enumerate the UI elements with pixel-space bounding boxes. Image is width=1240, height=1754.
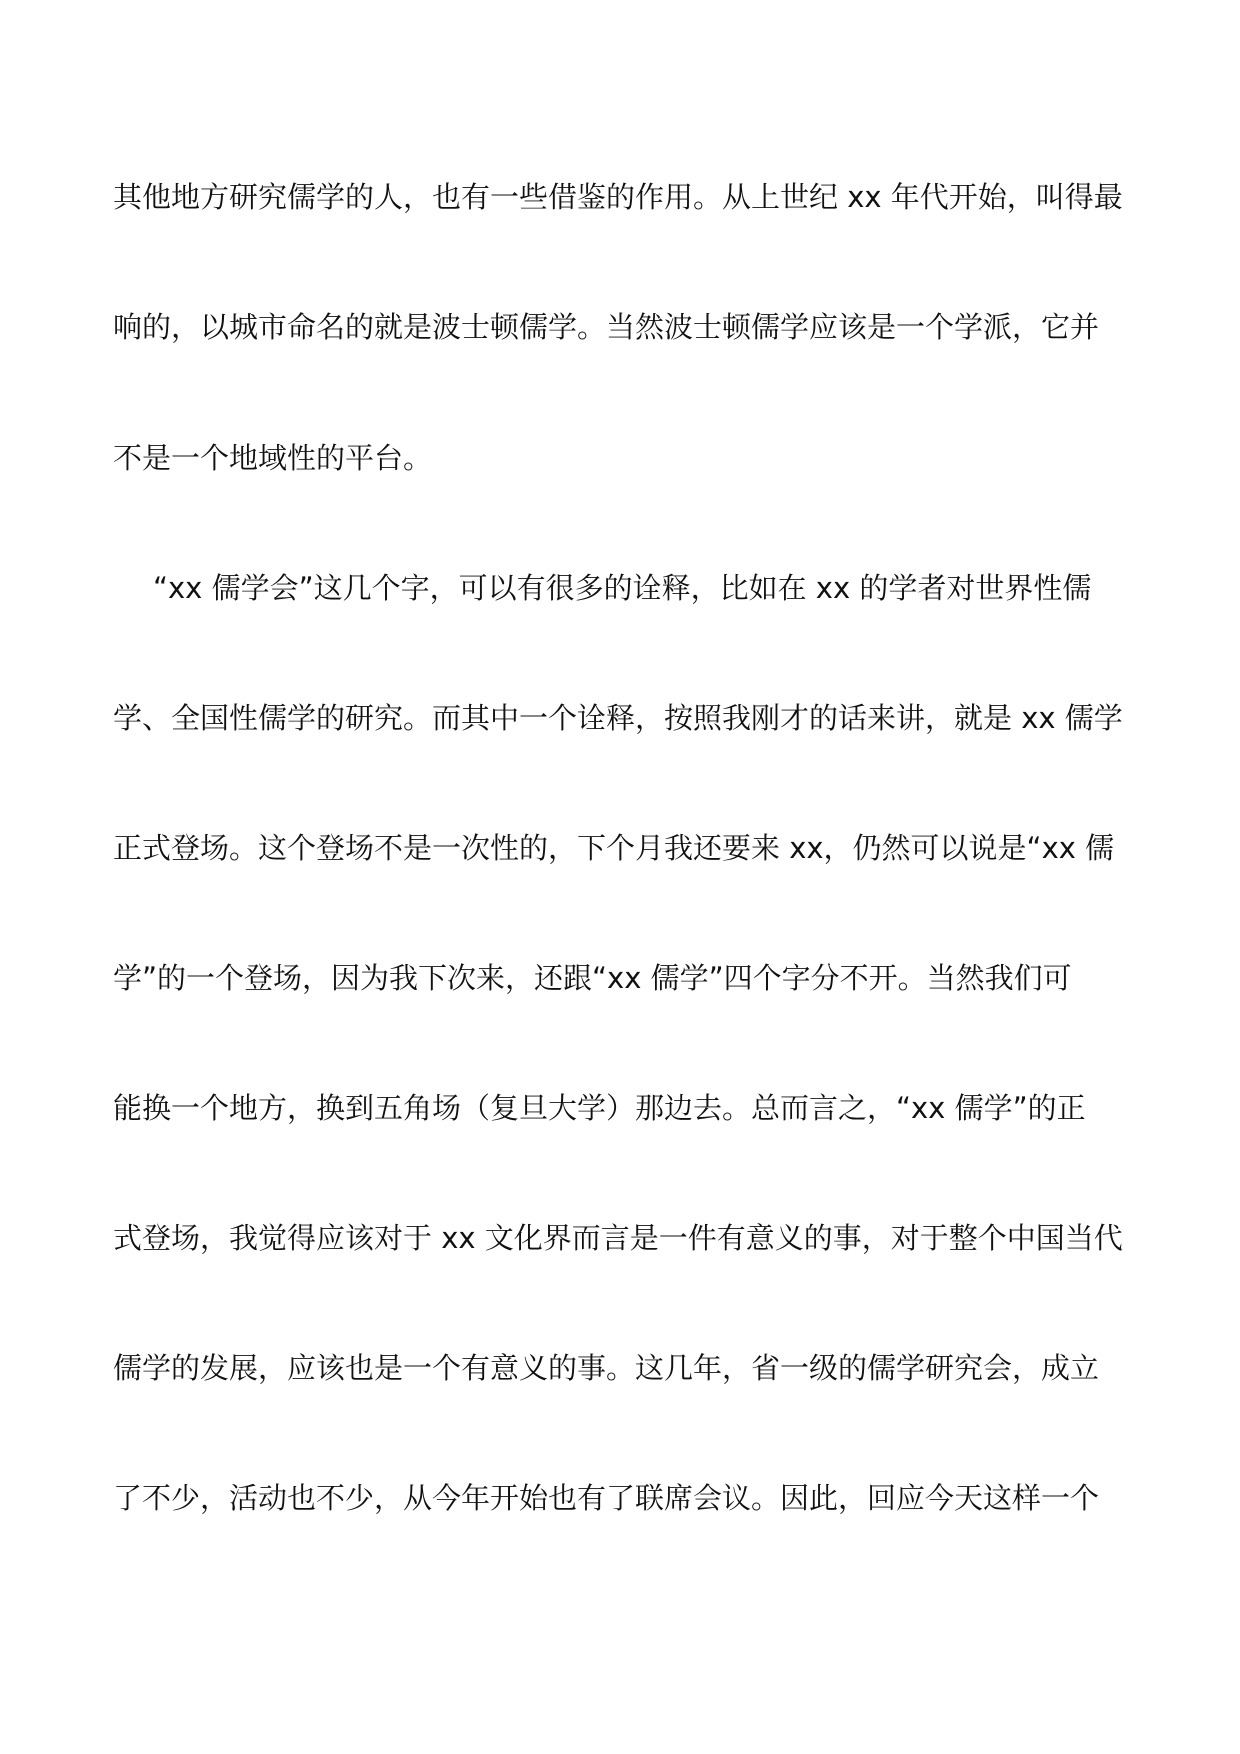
text-line: 正式登场。这个登场不是一次性的，下个月我还要来 xx，仍然可以说是“xx 儒 [113, 831, 1115, 865]
text-line: 式登场，我觉得应该对于 xx 文化界而言是一件有意义的事，对于整个中国当代 [113, 1221, 1123, 1255]
text-line: 儒学的发展，应该也是一个有意义的事。这几年，省一级的儒学研究会，成立 [113, 1351, 1100, 1385]
text-line: 学”的一个登场，因为我下次来，还跟“xx 儒学”四个字分不开。当然我们可 [113, 961, 1072, 995]
text-line: 能换一个地方，换到五角场（复旦大学）那边去。总而言之，“xx 儒学”的正 [113, 1091, 1086, 1125]
text-line: “xx 儒学会”这几个字，可以有很多的诠释，比如在 xx 的学者对世界性儒 [153, 571, 1092, 605]
text-line: 响的，以城市命名的就是波士顿儒学。当然波士顿儒学应该是一个学派，它并 [113, 310, 1100, 344]
text-line: 其他地方研究儒学的人，也有一些借鉴的作用。从上世纪 xx 年代开始，叫得最 [113, 180, 1123, 214]
text-line: 不是一个地域性的平台。 [113, 441, 433, 475]
text-line: 了不少，活动也不少，从今年开始也有了联席会议。因此，回应今天这样一个 [113, 1481, 1100, 1515]
text-line: 学、全国性儒学的研究。而其中一个诠释，按照我刚才的话来讲，就是 xx 儒学 [113, 701, 1123, 735]
